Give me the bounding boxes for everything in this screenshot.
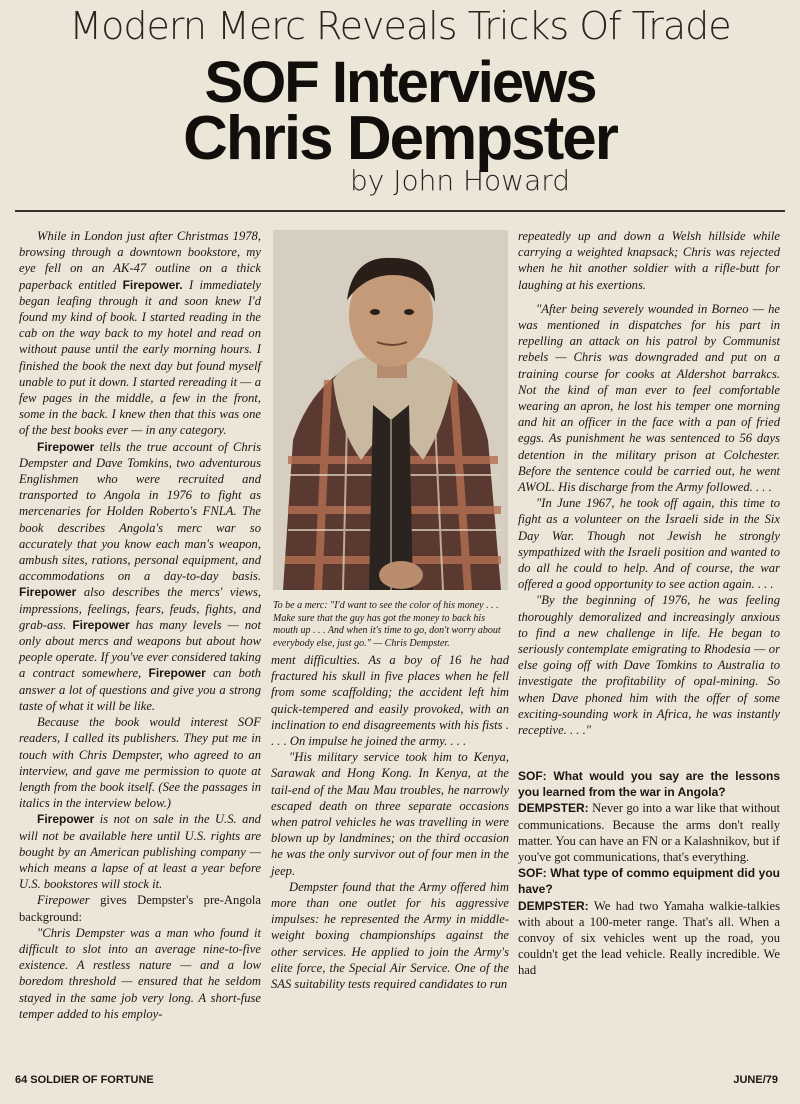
footer-page-label: 64 SOLDIER OF FORTUNE — [15, 1074, 154, 1086]
paragraph: "After being severely wounded in Borneo — he was mentioned in dispatches for his part in repelling an attack on his patrol by Communist rebels — Chris was downgraded and put on a training course for cooks at Aldershot barrakcs. Not the kind of man ever to feel comfortable wearing an apron, he lost his temper one morning and hit an officer in the face with a pan of fried eggs. As punishment he was sentenced to 56 days detention in the military prison at Colchester. Before the sentence could be carried out, he went AWOL. His discharge from the Army followed. . . . — [518, 301, 780, 495]
book-title: Firepower — [72, 617, 130, 632]
title-line-1: SOF Interviews — [204, 50, 596, 115]
paragraph — [19, 892, 261, 924]
text: Because the book would interest SOF readers, I called its publishers. They put me in touch with Chris Dempster, who agreed to an interview, and gave me permission to quote at length from the book itself. (See the passages in italics in the interview below.) — [19, 715, 261, 811]
text: Never go into a war like that without communications. Because the arms don't really matter. You can have an FN or a Kalashnikov, but if you've got communications, that's everything. — [518, 801, 780, 865]
paragraph — [19, 714, 261, 811]
column-2 — [271, 652, 509, 992]
paragraph: ment difficulties. As a boy of 16 he had fractured his skull in five places when he fell from some scaffolding; the accident left him quick-tempered and easily provoked, with an inclination to end disagreements with his fists . . . . On impulse he joined the army. . . . — [271, 653, 509, 749]
header-rule — [15, 210, 785, 212]
book-title: Firepower — [148, 666, 206, 681]
column-3 — [518, 228, 780, 738]
paragraph: Dempster found that the Army offered him more than one outlet for his aggressive impulses: he represented the Army in middle-weight boxing championships against the other services. He applied to join the Army's elite force, the Special Air Service. One of the SAS suitability tests required candidates to run — [271, 879, 509, 992]
text: While in London just after Christmas 1978, browsing through a downtown bookstore, my eye fell on an AK-47 outline on a thick paperback entitled — [19, 229, 261, 292]
byline: by John Howard — [349, 164, 571, 197]
speaker-label: DEMPSTER: — [518, 898, 589, 913]
paragraph: repeatedly up and down a Welsh hillside while carrying a weighted knapsack; Chris was rejected when he hit another soldier with a rifle-butt for laughing at his exertions. — [518, 229, 780, 292]
paragraph — [19, 925, 261, 1022]
paragraph: "In June 1967, he took off again, this time to fight as a volunteer on the Israeli side in the Six Day War. Though not Jewish he strongly sympathized with the Israeli position and wanted to do all he could to help. And of course, the war offered a good opportunity to see action again. . . . — [518, 496, 780, 592]
paragraph — [19, 228, 261, 439]
paragraph: "By the beginning of 1976, he was feeling thoroughly demoralized and increasingly anxious to find a new challenge in life. He began to seriously contemplate emigrating to Rhodesia — or else going off with Dave Tomkins to Australia to investigate the profitability of opal-mining. So when Dave phoned him with the offer of some exciting-sounding work in Africa, he was instantly receptive. . . ." — [518, 593, 780, 738]
column-1 — [19, 228, 261, 1022]
text: gives Dempster's pre-Angola background: — [19, 893, 262, 924]
answer — [518, 800, 780, 865]
answer — [518, 898, 780, 979]
portrait-photo — [273, 230, 508, 590]
interview-column — [518, 768, 780, 979]
book-title: Firepower — [37, 812, 95, 827]
text: has many levels — not only about mercs and weapons but about how people operate. If you've ever considered taking a contract somewhere, — [19, 617, 261, 681]
paragraph: "His military service took him to Kenya, Sarawak and Hong Kong. In Kenya, at the tail-end of the Mau Mau troubles, he narrowly escaped death on three separate occasions when patrol vehicles he was travelling in were blown up by landmines; on the third occasion he was the only survivor out of four men in the jeep. — [271, 750, 509, 878]
speaker-label: DEMPSTER: — [518, 801, 589, 816]
book-title: Firepower — [37, 893, 90, 908]
text: also describes the mercs' views, impressions, feelings, fears, feuds, fights, and grab-ass. — [19, 585, 261, 632]
question: SOF: What type of commo equipment did you have? — [518, 866, 780, 897]
book-title: Firepower — [19, 585, 77, 600]
photo-caption: To be a merc: "I'd want to see the color of his money . . . Make sure that the guy has got the money to back his mouth up . . . And when it's time to go, don't worry about everybody else, just go." — Chris Dempster. — [273, 600, 501, 649]
text: We had two Yamaha walkie-talkies with about a 100-meter range. That's all. When a convoy of six vehicles went up the road, you couldn't get the lead vehicle. Really incredible. We had — [518, 898, 780, 978]
paragraph — [19, 439, 261, 714]
title-line-2: Chris Dempster — [183, 104, 617, 173]
book-title: Firepower. — [122, 277, 183, 292]
text: can both answer a lot of questions and give you a strong taste of what it will be like. — [19, 666, 261, 713]
book-title: Firepower — [37, 439, 95, 454]
text: "Chris Dempster was a man who found it difficult to slot into an average nine-to-five existence. A restless nature — and a low boredom threshold — ensured that he seldom stayed in the same job very long. A short-fuse temper added to his employ- — [19, 925, 261, 1021]
paragraph — [19, 811, 261, 892]
text: is not on sale in the U.S. and will not be available here until U.S. rights are bought by an American publishing company — which means a lapse of at least a year before U.S. bookstores will stock it. — [19, 812, 261, 892]
footer-date: JUNE/79 — [733, 1074, 778, 1086]
kicker-headline: Modern Merc Reveals Tricks Of Trade — [69, 4, 731, 48]
text: tells the true account of Chris Dempster and Dave Tomkins, two adventurous Englishmen who were recruited and transported to Angola in 1976 to fight as mercenaries for Holden Roberto's FNLA. The book describes Angola's merc war so accurately that you know each man's weapon, ambush sites, rations, personal equipment, and accommodations on a day-to-day basis. — [19, 439, 261, 584]
text: I immediately began leafing through it and soon knew I'd found my kind of book. I started reading in the cab on the way back to my hotel and read on without pause until the early morning hours. I finished the book the next day but found myself unable to put it down. I started rereading it — a few pages in the middle, a few in the front, some in the back. I knew then that this was one of the best books ever — in any category. — [19, 277, 261, 438]
portrait-illustration — [273, 230, 508, 590]
question: SOF: What would you say are the lessons you learned from the war in Angola? — [518, 769, 780, 800]
